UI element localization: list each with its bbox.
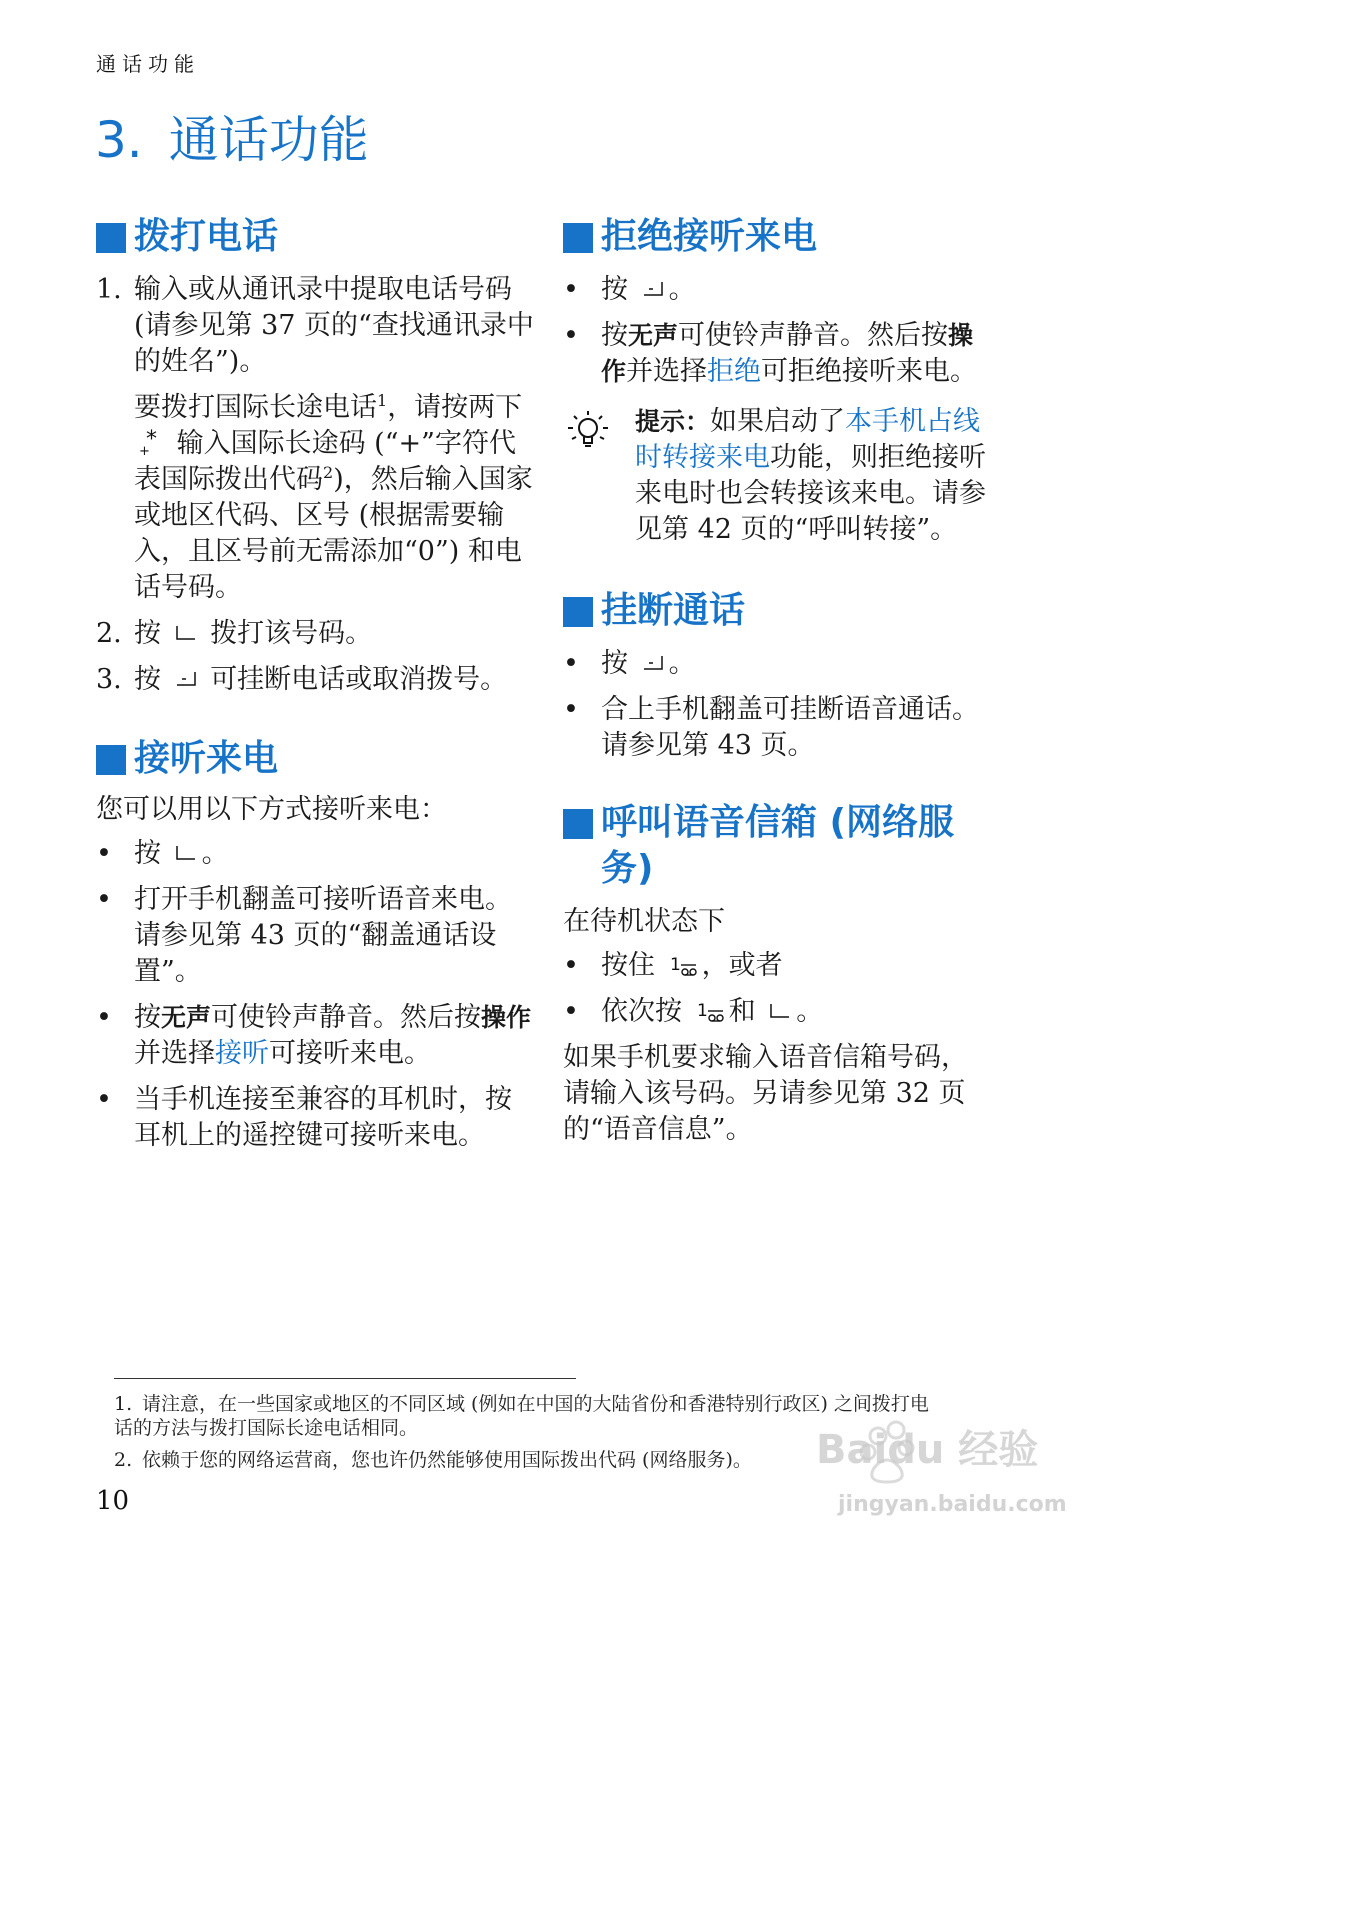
star-key-icon	[138, 428, 164, 456]
answer-intro: 您可以用以下方式接听来电：	[96, 794, 447, 825]
chapter-title-text: 通话功能	[168, 111, 369, 169]
svg-text:+: +	[139, 444, 150, 456]
end-key-icon	[174, 669, 198, 689]
heading-square-icon	[96, 745, 126, 775]
tip-box: 提示：如果启动了本手机占线时转接来电功能，则拒绝接听来电时也会转接该来电。请参见第 42 页的“呼叫转接”。	[563, 404, 993, 548]
tip-link[interactable]: 本手机占线时转接来电	[635, 406, 981, 473]
section-heading-hangup: 挂断通话	[563, 588, 993, 634]
answer-bullet-1: • 按 。	[96, 838, 229, 869]
footnote-1: 1. 请注意，在一些国家或地区的不同区域 (例如在中国的大陆省份和香港特别行政区) 之间拨打电话的方法与拨打国际长途电话相同。	[114, 1393, 929, 1439]
heading-square-icon	[563, 223, 593, 253]
dial-step-1-international: 要拨打国际长途电话$^1$，请按两下 * + 输入国际长途码 (“+”字符代表国际拨出代码$^2$)，然后输入国家或地区代码、区号 (根据需要输入，且区号前无需添加“0”) 和电话号码。	[134, 391, 533, 603]
lightbulb-tip-icon	[563, 406, 613, 456]
section-heading-dial: 拨打电话	[96, 214, 536, 260]
right-column	[563, 214, 993, 1156]
answer-bullet-2: • 打开手机翻盖可接听语音来电。请参见第 43 页的“翻盖通话设置”。	[96, 884, 512, 987]
watermark-brand: Baidu 经验	[816, 1427, 1039, 1473]
chapter-number: 3.	[95, 111, 143, 169]
left-column	[96, 214, 536, 1164]
reject-link[interactable]: 拒绝	[707, 356, 762, 387]
answer-bullet-4: • 当手机连接至兼容的耳机时，按耳机上的遥控键可接听来电。	[96, 1084, 512, 1151]
voicemail-outro: 如果手机要求输入语音信箱号码，请输入该号码。另请参见第 32 页的“语音信息”。	[563, 1042, 968, 1145]
running-header: 通话功能	[96, 52, 200, 76]
baidu-watermark	[808, 1408, 1067, 1538]
heading-square-icon	[563, 597, 593, 627]
heading-square-icon	[563, 809, 593, 839]
hangup-bullet-2: • 合上手机翻盖可挂断语音通话。请参见第 43 页。	[563, 694, 979, 761]
watermark-url: jingyan.baidu.com	[838, 1492, 1067, 1517]
chapter-title	[95, 100, 369, 172]
section-heading-voicemail: 呼叫语音信箱 (网络服务)	[563, 800, 993, 892]
section-heading-answer: 接听来电	[96, 736, 536, 782]
footnote-divider	[114, 1378, 576, 1379]
dial-step-1: 1. 输入或从通讯录中提取电话号码 (请参见第 37 页的“查找通讯录中的姓名”)。	[96, 274, 534, 377]
answer-link[interactable]: 接听	[215, 1038, 269, 1069]
svg-text:*: *	[146, 428, 157, 452]
call-key-icon	[768, 1001, 792, 1021]
reject-bullet-1: • 按 。	[563, 274, 696, 305]
heading-square-icon	[96, 223, 126, 253]
voicemail-key-1-icon	[668, 954, 698, 978]
page-number: 10	[96, 1486, 130, 1516]
answer-bullet-3: • 按无声可使铃声静音。然后按操作并选择接听可接听来电。	[96, 1002, 532, 1069]
reject-bullet-2: • 按无声可使铃声静音。然后按操作并选择拒绝可拒绝接听来电。	[563, 320, 978, 387]
svg-text:1: 1	[696, 1001, 708, 1021]
voicemail-bullet-1: • 按住 1 ，或者	[563, 950, 783, 981]
call-key-icon	[174, 623, 198, 643]
dial-step-2: 2. 按 拨打该号码。	[96, 618, 373, 649]
svg-text:1: 1	[669, 955, 681, 975]
footnote-2: 2. 依赖于您的网络运营商，您也许仍然能够使用国际拨出代码 (网络服务)。	[114, 1449, 752, 1471]
end-key-icon	[641, 279, 665, 299]
call-key-icon	[174, 843, 198, 863]
voicemail-bullet-2: • 依次按 1 和 。	[563, 996, 824, 1027]
hangup-bullet-1: • 按 。	[563, 648, 696, 679]
voicemail-intro: 在待机状态下	[563, 906, 725, 937]
dial-step-3: 3. 按 可挂断电话或取消拨号。	[96, 664, 508, 695]
end-key-icon	[641, 653, 665, 673]
section-heading-reject: 拒绝接听来电	[563, 214, 993, 260]
voicemail-key-1-icon	[695, 1000, 725, 1024]
